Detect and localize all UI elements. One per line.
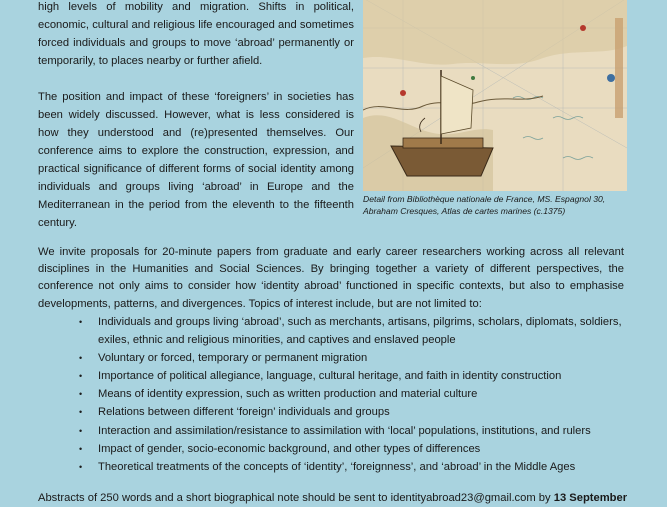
topics-list <box>38 314 638 477</box>
submission-text: Abstracts of 250 words and a short biographical note should be sent to identityabroad23@gmail.com by <box>38 492 554 504</box>
topic-text: Individuals and groups living ‘abroad’, such as merchants, artisans, pilgrims, scholars, diplomats, soldiers, exiles, ethnic and religious minorities, and captives and enslaved people <box>98 316 622 346</box>
map-illustration <box>363 0 627 191</box>
topic-text: Voluntary or forced, temporary or permanent migration <box>98 351 368 364</box>
topic-text: Interaction and assimilation/resistance to assimilation with ‘local’ populations, institutions, and rulers <box>98 424 591 437</box>
list-item <box>38 404 638 422</box>
list-item <box>38 459 638 477</box>
deadline-date: 13 September <box>553 492 628 504</box>
bullet-icon: • <box>79 461 83 472</box>
atlas-map-image <box>363 0 627 191</box>
caption-line-1: Detail from Bibliothèque nationale de France, MS. Espagnol 30, <box>363 194 606 204</box>
list-item <box>38 423 638 441</box>
bullet-icon: • <box>79 370 83 381</box>
body-paragraph: We invite proposals for 20-minute papers from graduate and early career researchers working across all relevant disciplines in the Humanities and Social Sciences. By bringing together a variety of different perspectives, the conference not only aims to consider how ‘identity abroad’ functioned in specific contexts, but also to emphasise developments, patterns, and divergences. Topics of interest include, but are not limited to: <box>38 246 624 310</box>
list-item <box>38 314 638 349</box>
bullet-icon: • <box>79 425 83 436</box>
call-for-papers-text <box>38 244 624 313</box>
intro-paragraph-1: high levels of mobility and migration. Shifts in political, economic, cultural and religious life encouraged and sometimes forced individuals and groups to move ‘abroad’ permanently or temporarily, to places nearby or further afield. <box>38 1 354 67</box>
topic-text: Importance of political allegiance, language, cultural heritage, and faith in identity construction <box>98 369 562 382</box>
bullet-icon: • <box>79 389 83 400</box>
intro-paragraph-2: The position and impact of these ‘foreigners’ in societies has been widely discussed. However, what is less considered is how they understood and (re)presented themselves. Our conference aims to explore the construction, expression, and practical significance of different forms of social identity among individuals and groups living ‘abroad’ in Europe and the Mediterranean in the period from the eleventh to the fifteenth century. <box>38 91 354 229</box>
bullet-icon: • <box>79 443 83 454</box>
intro-text <box>38 0 354 250</box>
submission-note <box>38 490 638 507</box>
topic-text: Means of identity expression, such as written production and material culture <box>98 388 478 401</box>
topic-text: Relations between different ‘foreign’ individuals and groups <box>98 406 390 419</box>
list-item <box>38 350 638 368</box>
topic-text: Theoretical treatments of the concepts of ‘identity’, ‘foreignness’, and ‘abroad’ in the Middle Ages <box>98 460 576 473</box>
caption-line-2: Abraham Cresques, Atlas de cartes marines (c.1375) <box>363 206 566 216</box>
list-item <box>38 368 638 386</box>
topic-text: Impact of gender, socio-economic background, and other types of differences <box>98 442 481 455</box>
bullet-icon: • <box>79 407 83 418</box>
bullet-icon: • <box>79 317 83 327</box>
list-item <box>38 441 638 459</box>
bullet-icon: • <box>79 352 83 363</box>
list-item <box>38 386 638 404</box>
image-caption <box>363 193 643 217</box>
